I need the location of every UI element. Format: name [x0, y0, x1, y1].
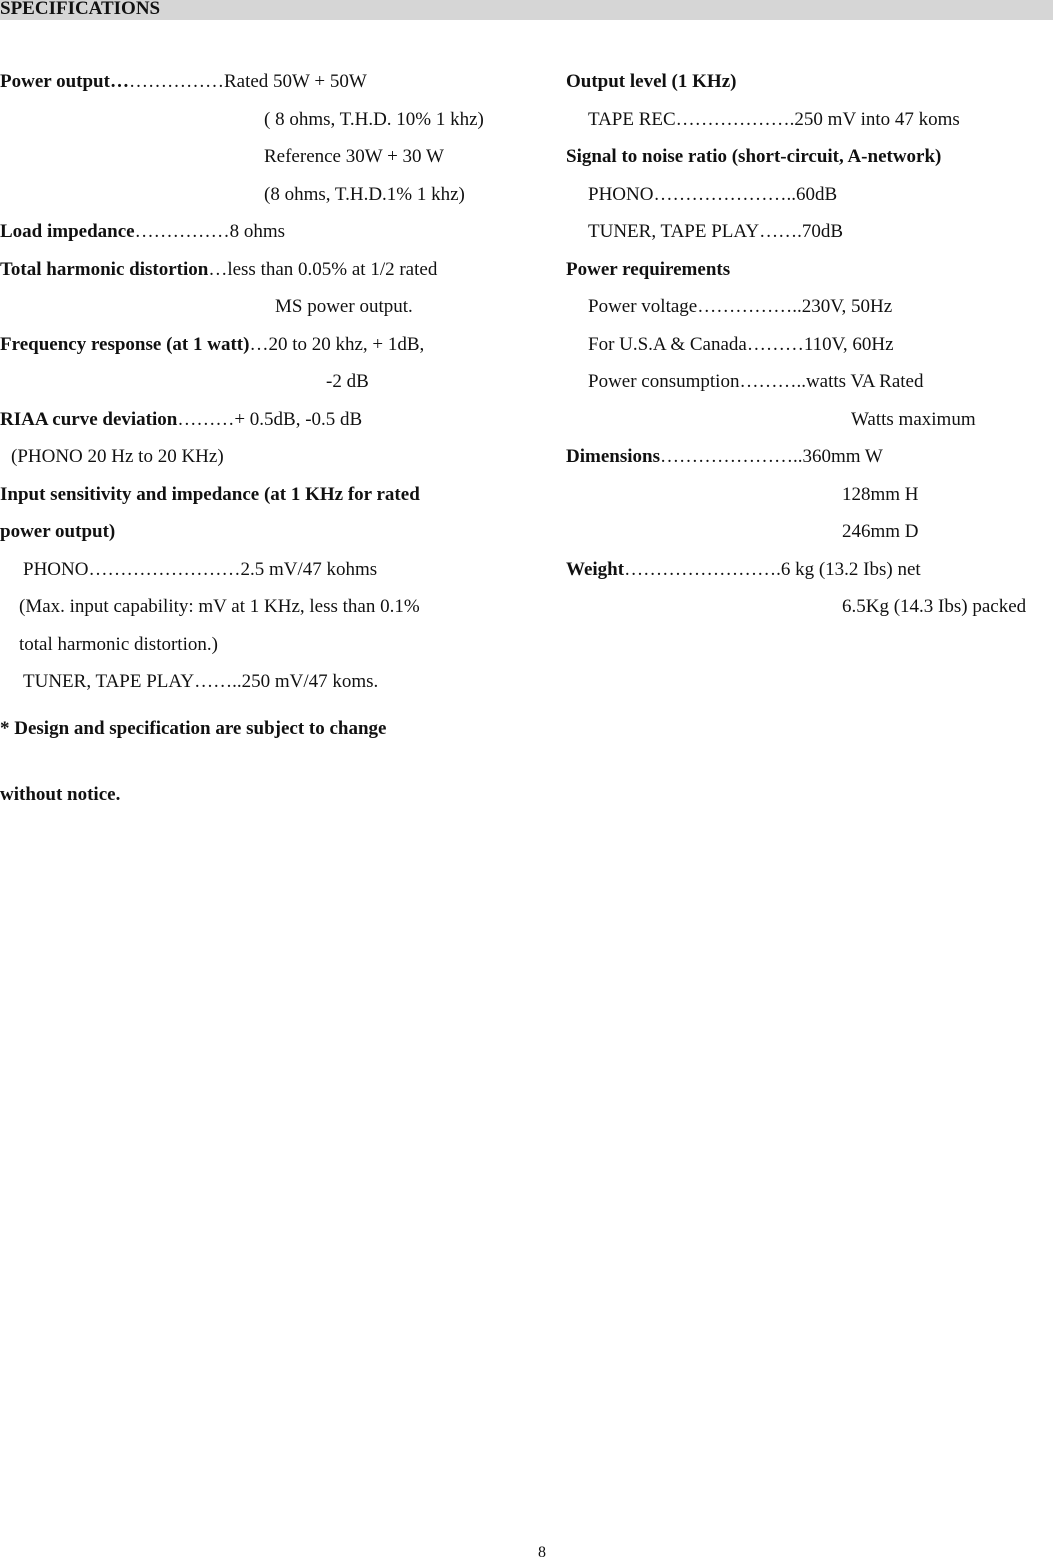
- notice: * Design and specification are subject to change: [0, 718, 387, 739]
- spec-label: RIAA curve deviation: [0, 409, 178, 430]
- spec-label: Power output…: [0, 71, 129, 92]
- spec-label: Total harmonic distortion: [0, 259, 209, 280]
- spec-dimensions-height: 128mm H: [842, 484, 919, 505]
- spec-power-output-line3: Reference 30W + 30 W: [264, 146, 444, 167]
- spec-input-phono: PHONO……………………2.5 mV/47 kohms: [23, 559, 378, 580]
- spec-label: Weight: [566, 559, 625, 580]
- spec-input-tuner: TUNER, TAPE PLAY……..250 mV/47 koms.: [23, 671, 379, 692]
- spec-input-sensitivity: Input sensitivity and impedance (at 1 KHz for rated: [0, 484, 420, 505]
- spec-label: Load impedance: [0, 221, 135, 242]
- spec-power-requirements: Power requirements: [566, 259, 731, 280]
- spec-watts-maximum: Watts maximum: [851, 409, 976, 430]
- spec-input-sensitivity-line2: power output): [0, 521, 116, 542]
- spec-riaa-line2: (PHONO 20 Hz to 20 KHz): [11, 446, 224, 467]
- spec-thd-line2: MS power output.: [275, 296, 413, 317]
- spec-snr-tuner: TUNER, TAPE PLAY…….70dB: [588, 221, 844, 242]
- spec-snr-phono: PHONO…………………..60dB: [588, 184, 838, 205]
- spec-usa-canada: For U.S.A & Canada………110V, 60Hz: [588, 334, 894, 355]
- section-header-bar: [0, 0, 1053, 20]
- spec-power-output-line2: ( 8 ohms, T.H.D. 10% 1 khz): [264, 109, 484, 130]
- spec-tape-rec: TAPE REC……………….250 mV into 47 koms: [588, 109, 960, 130]
- notice-line2: without notice.: [0, 784, 121, 805]
- spec-value: + 0.5dB, -0.5 dB: [234, 409, 363, 430]
- spec-value: 6 kg (13.2 Ibs) net: [780, 559, 921, 580]
- spec-dimensions-depth: 246mm D: [842, 521, 919, 542]
- spec-frequency-response-line2: -2 dB: [326, 371, 369, 392]
- spec-snr: Signal to noise ratio (short-circuit, A-network): [566, 146, 942, 167]
- spec-power-output: [0, 71, 367, 93]
- leader-dots: ……………: [134, 221, 230, 242]
- spec-weight-packed: 6.5Kg (14.3 Ibs) packed: [842, 596, 1027, 617]
- leader-dots: …………………..: [659, 446, 803, 467]
- spec-weight: [566, 559, 921, 581]
- spec-label: Frequency response (at 1 watt): [0, 334, 250, 355]
- spec-label: Dimensions: [566, 446, 660, 467]
- spec-power-voltage: Power voltage……………..230V, 50Hz: [588, 296, 893, 317]
- spec-value: 360mm W: [802, 446, 883, 467]
- spec-max-input: (Max. input capability: mV at 1 KHz, less than 0.1%: [19, 596, 420, 617]
- spec-dimensions: [566, 446, 883, 468]
- spec-max-input-line2: total harmonic distortion.): [19, 634, 218, 655]
- spec-load-impedance: [0, 221, 285, 243]
- spec-power-output-line4: (8 ohms, T.H.D.1% 1 khz): [264, 184, 465, 205]
- spec-value: Rated 50W + 50W: [223, 71, 367, 92]
- spec-value: less than 0.05% at 1/2 rated: [227, 259, 438, 280]
- leader-dots: …………………….: [624, 559, 781, 580]
- spec-riaa: [0, 409, 362, 431]
- leader-dots: ……………: [128, 71, 224, 92]
- leader-dots: …: [249, 334, 269, 355]
- section-title: SPECIFICATIONS: [0, 0, 161, 19]
- spec-value: 20 to 20 khz, + 1dB,: [268, 334, 425, 355]
- spec-value: 8 ohms: [229, 221, 286, 242]
- spec-frequency-response: [0, 334, 424, 356]
- leader-dots: …: [208, 259, 228, 280]
- page-number: 8: [538, 1544, 546, 1561]
- spec-thd: [0, 259, 437, 281]
- spec-output-level: Output level (1 KHz): [566, 71, 737, 92]
- spec-power-consumption: Power consumption………..watts VA Rated: [588, 371, 924, 392]
- leader-dots: ………: [177, 409, 235, 430]
